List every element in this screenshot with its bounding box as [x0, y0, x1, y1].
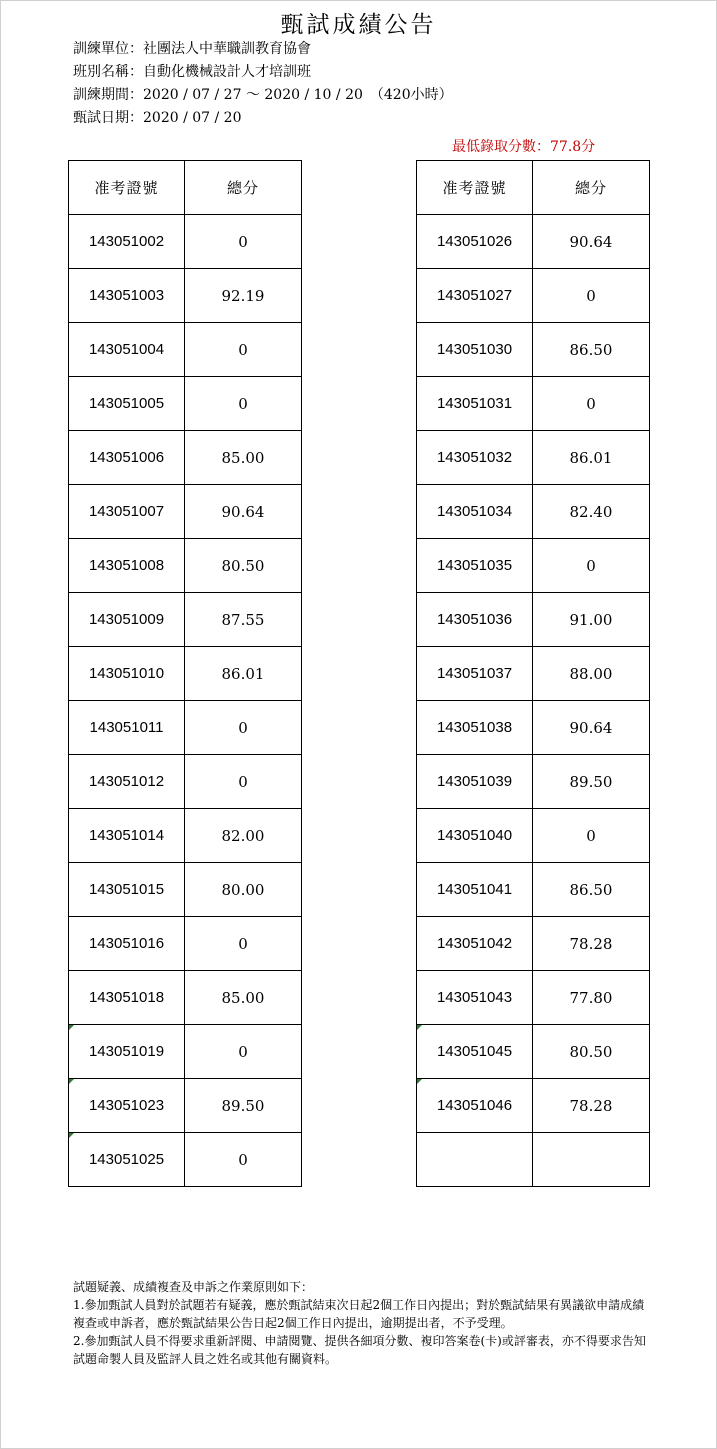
header-total-score: 總分	[533, 161, 650, 215]
exam-id-cell: 143051018	[69, 971, 185, 1025]
exam-id-cell: 143051043	[417, 971, 533, 1025]
table-row	[69, 323, 302, 377]
total-score-cell: 0	[533, 809, 650, 863]
total-score-cell: 89.50	[185, 1079, 302, 1133]
table-row	[417, 323, 650, 377]
total-score-cell	[533, 1133, 650, 1187]
total-score-cell: 91.00	[533, 593, 650, 647]
total-score-cell: 0	[185, 755, 302, 809]
exam-id-cell: 143051010	[69, 647, 185, 701]
header-exam-id: 准考證號	[417, 161, 533, 215]
exam-id-cell: 143051035	[417, 539, 533, 593]
total-score-cell: 85.00	[185, 971, 302, 1025]
table-row	[417, 485, 650, 539]
table-row	[417, 539, 650, 593]
exam-id-cell: 143051032	[417, 431, 533, 485]
exam-id-cell: 143051025	[69, 1133, 185, 1187]
total-score-cell: 86.01	[185, 647, 302, 701]
info-training-period: 訓練期間：2020 / 07 / 27 ～ 2020 / 10 / 20 （420小時）	[73, 87, 453, 103]
exam-id-cell: 143051031	[417, 377, 533, 431]
table-row	[417, 431, 650, 485]
exam-id-cell: 143051046	[417, 1079, 533, 1133]
exam-id-cell: 143051004	[69, 323, 185, 377]
exam-id-cell: 143051007	[69, 485, 185, 539]
table-row	[417, 917, 650, 971]
notes-item-1: 1.參加甄試人員對於試題若有疑義，應於甄試結束次日起2個工作日內提出；對於甄試結果有異議欲申請成績複查或申訴者，應於甄試結果公告日起2個工作日內提出，逾期提出者，不予受理。	[73, 1298, 645, 1330]
header-total-score: 總分	[185, 161, 302, 215]
total-score-cell: 0	[185, 377, 302, 431]
total-score-cell: 80.00	[185, 863, 302, 917]
table-row	[69, 647, 302, 701]
exam-id-cell: 143051011	[69, 701, 185, 755]
table-row	[417, 269, 650, 323]
total-score-cell: 90.64	[533, 701, 650, 755]
page-title: 甄試成績公告	[280, 12, 437, 38]
exam-id-cell: 143051003	[69, 269, 185, 323]
table-row	[69, 863, 302, 917]
total-score-cell: 0	[533, 539, 650, 593]
notes-item-2: 2.參加甄試人員不得要求重新評閱、申請閱覽、提供各細項分數、複印答案卷(卡)或評審表，亦不得要求告知試題命製人員及監評人員之姓名或其他有關資料。	[73, 1334, 646, 1366]
total-score-cell: 90.64	[185, 485, 302, 539]
total-score-cell: 78.28	[533, 917, 650, 971]
table-row	[69, 1133, 302, 1187]
table-row	[417, 593, 650, 647]
notes-section	[73, 1278, 653, 1368]
table-row	[417, 755, 650, 809]
total-score-cell: 77.80	[533, 971, 650, 1025]
total-score-cell: 88.00	[533, 647, 650, 701]
exam-id-cell: 143051037	[417, 647, 533, 701]
table-row	[69, 269, 302, 323]
table-row	[69, 431, 302, 485]
exam-id-cell: 143051027	[417, 269, 533, 323]
exam-id-cell	[417, 1133, 533, 1187]
table-row	[417, 971, 650, 1025]
table-row	[417, 1079, 650, 1133]
exam-id-cell: 143051034	[417, 485, 533, 539]
exam-id-cell: 143051036	[417, 593, 533, 647]
table-row	[417, 215, 650, 269]
minimum-admission-score: 最低錄取分數：77.8分	[452, 139, 596, 155]
total-score-cell: 0	[185, 1025, 302, 1079]
table-row	[417, 1133, 650, 1187]
total-score-cell: 87.55	[185, 593, 302, 647]
table-row	[69, 1025, 302, 1079]
total-score-cell: 92.19	[185, 269, 302, 323]
exam-id-cell: 143051005	[69, 377, 185, 431]
total-score-cell: 80.50	[185, 539, 302, 593]
exam-id-cell: 143051041	[417, 863, 533, 917]
table-row	[69, 593, 302, 647]
table-header-row	[417, 161, 650, 215]
header-exam-id: 准考證號	[69, 161, 185, 215]
total-score-cell: 0	[185, 323, 302, 377]
exam-id-cell: 143051039	[417, 755, 533, 809]
exam-id-cell: 143051038	[417, 701, 533, 755]
total-score-cell: 90.64	[533, 215, 650, 269]
scores-table-right	[416, 160, 650, 1187]
table-row	[417, 809, 650, 863]
table-row	[69, 917, 302, 971]
total-score-cell: 0	[185, 917, 302, 971]
total-score-cell: 85.00	[185, 431, 302, 485]
exam-id-cell: 143051040	[417, 809, 533, 863]
total-score-cell: 0	[533, 269, 650, 323]
total-score-cell: 80.50	[533, 1025, 650, 1079]
exam-id-cell: 143051012	[69, 755, 185, 809]
total-score-cell: 0	[185, 215, 302, 269]
exam-id-cell: 143051023	[69, 1079, 185, 1133]
info-exam-date: 甄試日期：2020 / 07 / 20	[73, 110, 242, 126]
exam-id-cell: 143051026	[417, 215, 533, 269]
total-score-cell: 0	[533, 377, 650, 431]
scores-table-left	[68, 160, 302, 1187]
table-row	[417, 377, 650, 431]
total-score-cell: 82.40	[533, 485, 650, 539]
exam-id-cell: 143051009	[69, 593, 185, 647]
table-row	[417, 863, 650, 917]
exam-id-cell: 143051015	[69, 863, 185, 917]
exam-id-cell: 143051006	[69, 431, 185, 485]
exam-id-cell: 143051016	[69, 917, 185, 971]
total-score-cell: 78.28	[533, 1079, 650, 1133]
table-header-row	[69, 161, 302, 215]
table-row	[69, 215, 302, 269]
exam-id-cell: 143051045	[417, 1025, 533, 1079]
total-score-cell: 86.50	[533, 863, 650, 917]
info-training-unit: 訓練單位：社團法人中華職訓教育協會	[73, 41, 311, 57]
table-row	[69, 485, 302, 539]
exam-id-cell: 143051042	[417, 917, 533, 971]
total-score-cell: 0	[185, 701, 302, 755]
table-row	[417, 647, 650, 701]
notes-heading: 試題疑義、成績複查及申訴之作業原則如下：	[73, 1280, 314, 1294]
table-row	[69, 701, 302, 755]
table-row	[69, 1079, 302, 1133]
table-row	[417, 701, 650, 755]
total-score-cell: 86.50	[533, 323, 650, 377]
info-class-name: 班別名稱：自動化機械設計人才培訓班	[73, 64, 311, 80]
exam-id-cell: 143051030	[417, 323, 533, 377]
table-row	[417, 1025, 650, 1079]
table-row	[69, 755, 302, 809]
table-row	[69, 971, 302, 1025]
total-score-cell: 82.00	[185, 809, 302, 863]
table-row	[69, 377, 302, 431]
total-score-cell: 89.50	[533, 755, 650, 809]
total-score-cell: 86.01	[533, 431, 650, 485]
total-score-cell: 0	[185, 1133, 302, 1187]
exam-id-cell: 143051008	[69, 539, 185, 593]
exam-id-cell: 143051002	[69, 215, 185, 269]
table-row	[69, 809, 302, 863]
exam-id-cell: 143051019	[69, 1025, 185, 1079]
exam-id-cell: 143051014	[69, 809, 185, 863]
table-row	[69, 539, 302, 593]
